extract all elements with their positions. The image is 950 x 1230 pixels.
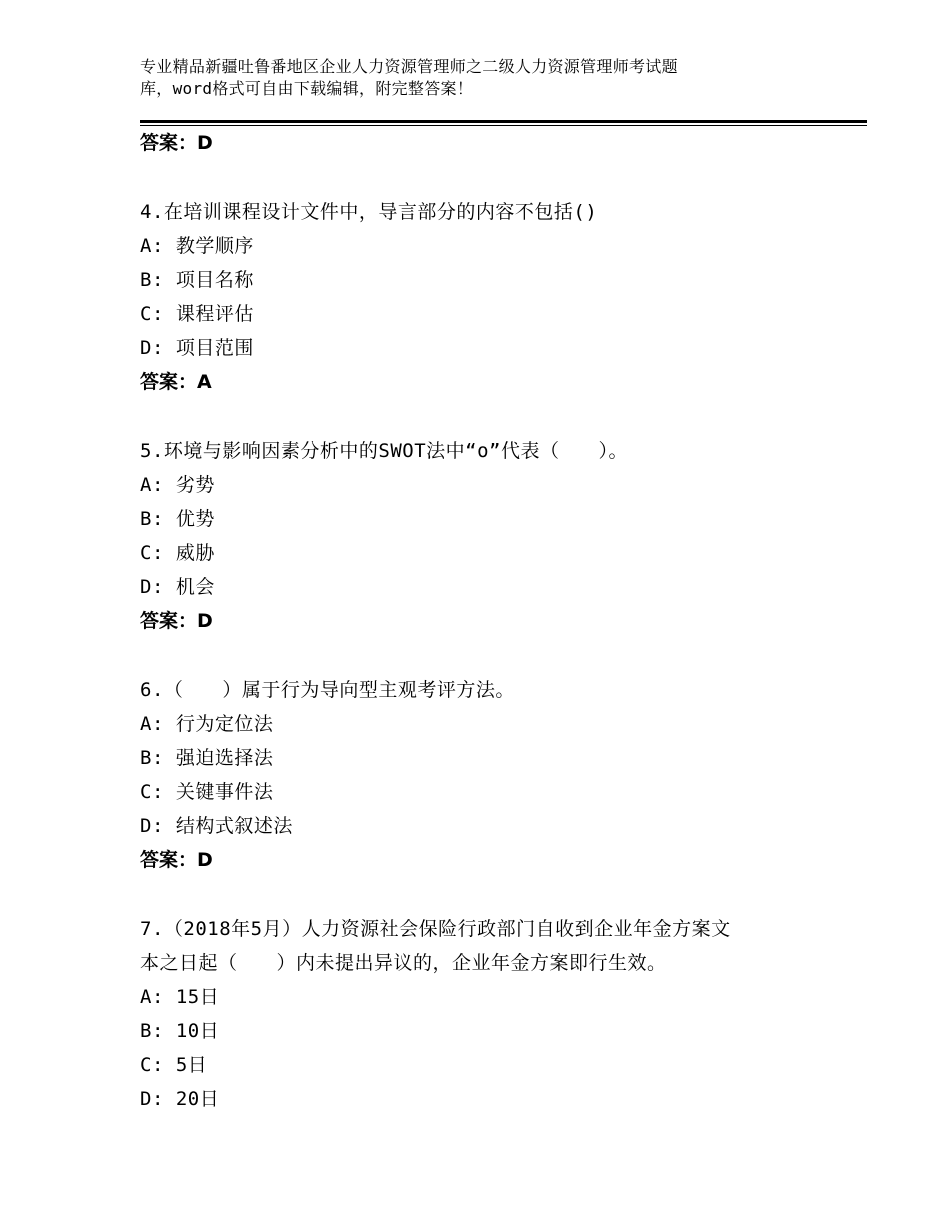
question-5-option-b: B: 优势 — [140, 508, 215, 530]
question-6-option-a: A: 行为定位法 — [140, 713, 274, 735]
header-divider-thick — [140, 120, 867, 123]
question-7-option-d: D: 20日 — [140, 1088, 220, 1110]
question-4-option-c: C: 课程评估 — [140, 303, 254, 325]
header-line-1: 专业精品新疆吐鲁番地区企业人力资源管理师之二级人力资源管理师考试题 — [140, 57, 678, 76]
answer-q6: 答案：D — [140, 849, 213, 871]
question-5-option-c: C: 威胁 — [140, 542, 215, 564]
question-5-option-a: A: 劣势 — [140, 474, 215, 496]
header-divider-thin — [140, 125, 867, 126]
question-4-option-b: B: 项目名称 — [140, 269, 254, 291]
document-header — [140, 56, 840, 100]
question-7-option-a: A: 15日 — [140, 986, 220, 1008]
question-5-option-d: D: 机会 — [140, 576, 215, 598]
question-4-option-d: D: 项目范围 — [140, 337, 254, 359]
answer-q4: 答案：A — [140, 371, 212, 393]
question-7-option-b: B: 10日 — [140, 1020, 220, 1042]
question-6-option-c: C: 关键事件法 — [140, 781, 274, 803]
question-6-option-b: B: 强迫选择法 — [140, 747, 274, 769]
answer-q5: 答案：D — [140, 610, 213, 632]
question-7-text-line-2: 本之日起（ ）内未提出异议的，企业年金方案即行生效。 — [140, 952, 667, 974]
question-7-text-line-1: 7.（2018年5月）人力资源社会保险行政部门自收到企业年金方案文 — [140, 918, 731, 940]
question-7-option-c: C: 5日 — [140, 1054, 208, 1076]
question-4-text: 4.在培训课程设计文件中，导言部分的内容不包括() — [140, 201, 598, 223]
question-4-option-a: A: 教学顺序 — [140, 235, 254, 257]
question-6-option-d: D: 结构式叙述法 — [140, 815, 293, 837]
question-6-text: 6.（ ）属于行为导向型主观考评方法。 — [140, 679, 515, 701]
header-line-2: 库，word格式可自由下载编辑，附完整答案！ — [140, 79, 474, 98]
question-5-text: 5.环境与影响因素分析中的SWOT法中“o”代表（ ）。 — [140, 440, 628, 462]
answer-q3: 答案：D — [140, 132, 213, 154]
